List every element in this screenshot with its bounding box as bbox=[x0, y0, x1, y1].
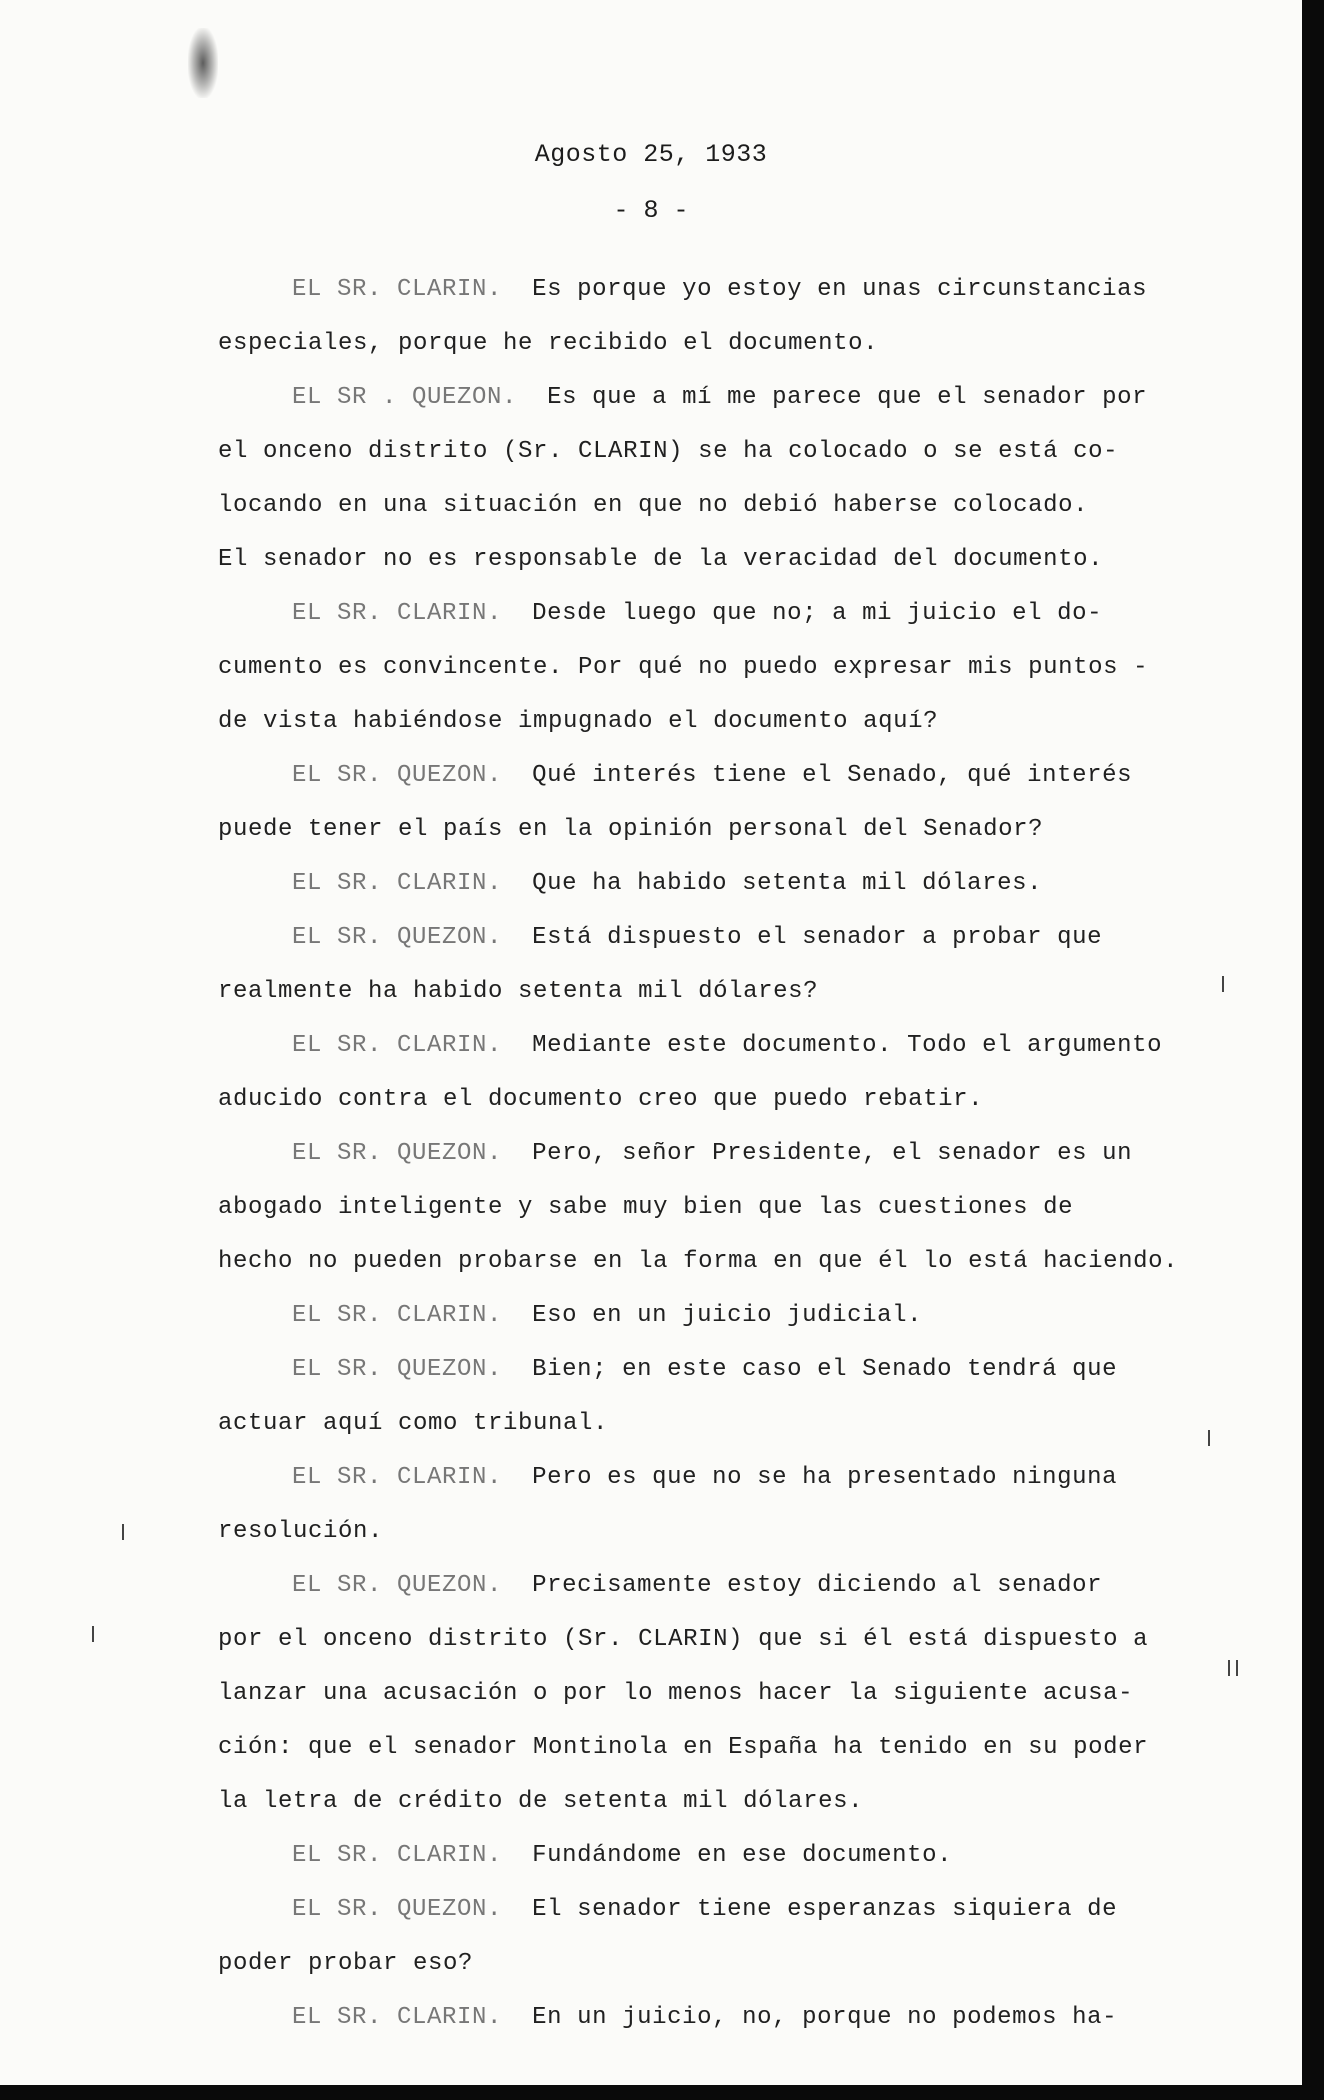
line-text: Pero, señor Presidente, el senador es un bbox=[532, 1140, 1133, 1167]
transcript-line bbox=[292, 1140, 1132, 1167]
transcript-line bbox=[292, 1572, 1102, 1599]
transcript-line bbox=[292, 1302, 922, 1329]
scan-border-bottom bbox=[0, 2085, 1324, 2100]
page-date: Agosto 25, 1933 bbox=[534, 140, 768, 169]
transcript-line bbox=[218, 546, 1103, 573]
stray-mark bbox=[1228, 1660, 1230, 1676]
transcript-line bbox=[218, 1680, 1133, 1707]
stray-mark bbox=[1236, 1660, 1238, 1676]
line-text: El senador tiene esperanzas siquiera de bbox=[532, 1896, 1118, 1923]
line-text: Mediante este documento. Todo el argumento bbox=[532, 1032, 1163, 1059]
line-text: En un juicio, no, porque no podemos ha- bbox=[532, 2004, 1118, 2031]
transcript-line bbox=[218, 438, 1118, 465]
speaker-name: EL SR. CLARIN. bbox=[292, 1032, 503, 1059]
transcript-line bbox=[218, 708, 938, 735]
transcript-line bbox=[218, 654, 1148, 681]
line-text: Que ha habido setenta mil dólares. bbox=[532, 870, 1043, 897]
transcript-line bbox=[218, 1788, 863, 1815]
transcript-line bbox=[218, 1248, 1178, 1275]
speaker-name: EL SR. QUEZON. bbox=[292, 1896, 503, 1923]
speaker-name: EL SR. QUEZON. bbox=[292, 1572, 503, 1599]
stray-mark bbox=[1208, 1430, 1210, 1446]
speaker-name: EL SR. CLARIN. bbox=[292, 1302, 503, 1329]
transcript-line bbox=[292, 1464, 1117, 1491]
line-text: por el onceno distrito (Sr. CLARIN) que si él está dispuesto a bbox=[218, 1626, 1149, 1653]
transcript-line bbox=[292, 1356, 1117, 1383]
transcript-line bbox=[292, 276, 1147, 303]
line-text: poder probar eso? bbox=[218, 1950, 474, 1977]
line-text: el onceno distrito (Sr. CLARIN) se ha colocado o se está co- bbox=[218, 438, 1119, 465]
line-text: Pero es que no se ha presentado ninguna bbox=[532, 1464, 1118, 1491]
transcript-line bbox=[218, 1518, 383, 1545]
stray-mark bbox=[92, 1626, 94, 1642]
line-text: Desde luego que no; a mi juicio el do- bbox=[532, 600, 1103, 627]
line-text: la letra de crédito de setenta mil dólares. bbox=[218, 1788, 864, 1815]
speaker-name: EL SR. QUEZON. bbox=[292, 762, 503, 789]
line-text: cumento es convincente. Por qué no puedo expresar mis puntos - bbox=[218, 654, 1149, 681]
transcript-line bbox=[218, 816, 1043, 843]
transcript-line bbox=[292, 924, 1102, 951]
speaker-name: EL SR . QUEZON. bbox=[292, 384, 518, 411]
line-text: El senador no es responsable de la veracidad del documento. bbox=[218, 546, 1104, 573]
line-text: Precisamente estoy diciendo al senador bbox=[532, 1572, 1103, 1599]
transcript-line bbox=[218, 1086, 983, 1113]
line-text: puede tener el país en la opinión personal del Senador? bbox=[218, 816, 1044, 843]
transcript-line bbox=[218, 1950, 473, 1977]
stray-mark bbox=[1222, 976, 1224, 992]
line-text: Fundándome en ese documento. bbox=[532, 1842, 953, 1869]
transcript-line bbox=[292, 384, 1147, 411]
page-number: - 8 - bbox=[613, 196, 689, 225]
line-text: realmente ha habido setenta mil dólares? bbox=[218, 978, 819, 1005]
line-text: abogado inteligente y sabe muy bien que las cuestiones de bbox=[218, 1194, 1074, 1221]
line-text: Es porque yo estoy en unas circunstancias bbox=[532, 276, 1148, 303]
transcript-line bbox=[218, 492, 1088, 519]
line-text: Está dispuesto el senador a probar que bbox=[532, 924, 1103, 951]
speaker-name: EL SR. CLARIN. bbox=[292, 1464, 503, 1491]
line-text: Eso en un juicio judicial. bbox=[532, 1302, 923, 1329]
transcript-line bbox=[292, 762, 1132, 789]
line-text: aducido contra el documento creo que puedo rebatir. bbox=[218, 1086, 984, 1113]
transcript-line bbox=[218, 1410, 608, 1437]
line-text: hecho no pueden probarse en la forma en que él lo está haciendo. bbox=[218, 1248, 1179, 1275]
transcript-line bbox=[218, 330, 878, 357]
transcript-line bbox=[218, 1626, 1148, 1653]
line-text: Qué interés tiene el Senado, qué interés bbox=[532, 762, 1133, 789]
transcript-line bbox=[292, 1842, 952, 1869]
speaker-name: EL SR. CLARIN. bbox=[292, 600, 503, 627]
line-text: Es que a mí me parece que el senador por bbox=[547, 384, 1148, 411]
speaker-name: EL SR. CLARIN. bbox=[292, 1842, 503, 1869]
stray-mark bbox=[122, 1524, 124, 1540]
transcript-line bbox=[292, 600, 1102, 627]
speaker-name: EL SR. CLARIN. bbox=[292, 276, 503, 303]
line-text: actuar aquí como tribunal. bbox=[218, 1410, 609, 1437]
ink-smudge bbox=[188, 28, 218, 98]
speaker-name: EL SR. QUEZON. bbox=[292, 1356, 503, 1383]
line-text: resolución. bbox=[218, 1518, 384, 1545]
line-text: Bien; en este caso el Senado tendrá que bbox=[532, 1356, 1118, 1383]
transcript-line bbox=[292, 1896, 1117, 1923]
transcript-line bbox=[292, 870, 1042, 897]
line-text: locando en una situación en que no debió haberse colocado. bbox=[218, 492, 1089, 519]
line-text: especiales, porque he recibido el documento. bbox=[218, 330, 879, 357]
speaker-name: EL SR. QUEZON. bbox=[292, 924, 503, 951]
scan-border-right bbox=[1302, 0, 1324, 2100]
line-text: ción: que el senador Montinola en España ha tenido en su poder bbox=[218, 1734, 1149, 1761]
transcript-line bbox=[218, 1194, 1073, 1221]
transcript-line bbox=[218, 978, 818, 1005]
speaker-name: EL SR. CLARIN. bbox=[292, 2004, 503, 2031]
speaker-name: EL SR. QUEZON. bbox=[292, 1140, 503, 1167]
transcript-line bbox=[218, 1734, 1148, 1761]
line-text: lanzar una acusación o por lo menos hacer la siguiente acusa- bbox=[218, 1680, 1134, 1707]
speaker-name: EL SR. CLARIN. bbox=[292, 870, 503, 897]
transcript-line bbox=[292, 2004, 1117, 2031]
transcript-line bbox=[292, 1032, 1162, 1059]
line-text: de vista habiéndose impugnado el documento aquí? bbox=[218, 708, 939, 735]
